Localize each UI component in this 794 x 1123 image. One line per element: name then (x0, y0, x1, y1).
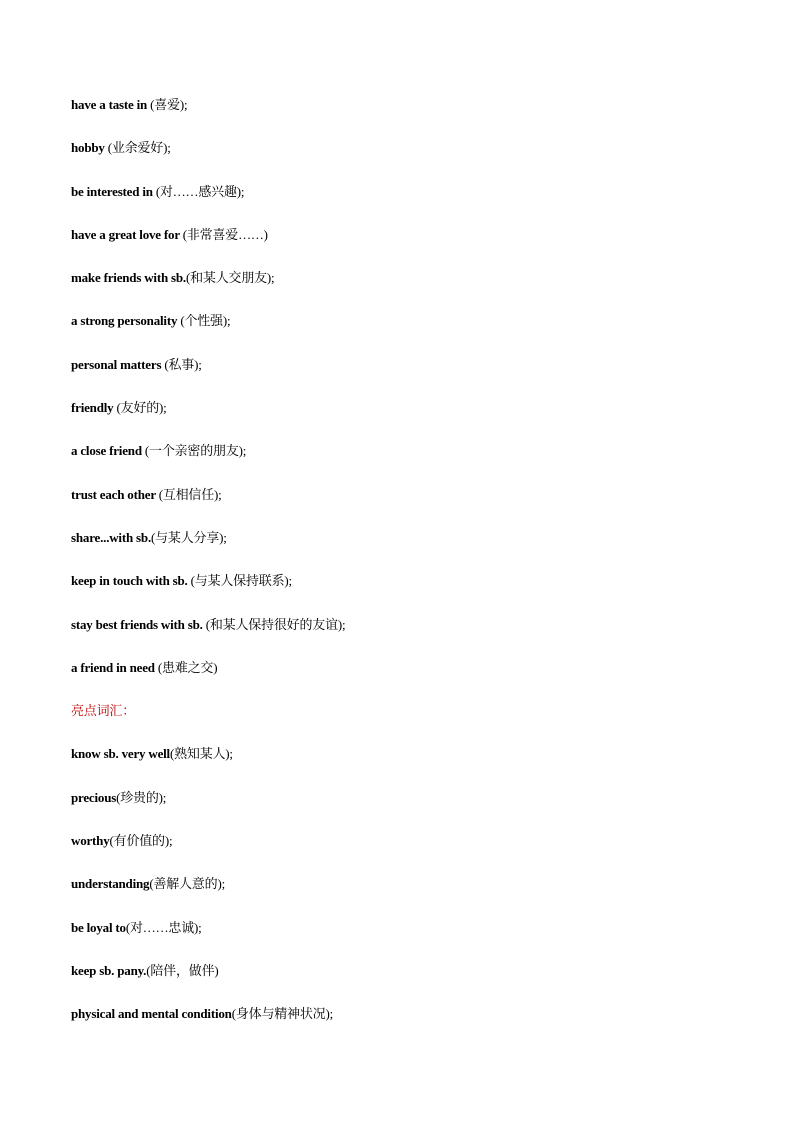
vocab-line (71, 1003, 345, 1046)
english-phrase: make friends with sb. (71, 270, 186, 286)
english-phrase: personal matters (71, 356, 165, 372)
vocab-line (71, 527, 345, 570)
english-phrase: keep sb. pany. (71, 962, 147, 978)
section-heading: 亮点词汇： (71, 703, 136, 719)
english-phrase: share...with sb. (71, 529, 151, 545)
english-phrase: a strong personality (71, 313, 181, 329)
vocab-line (71, 137, 345, 180)
vocab-line (71, 787, 345, 830)
vocab-line (71, 267, 345, 310)
chinese-gloss: (和某人保持很好的友谊); (205, 616, 346, 632)
vocab-line (71, 917, 345, 960)
vocab-line (71, 181, 345, 224)
english-phrase: have a great love for (71, 226, 183, 242)
chinese-gloss: (对……感兴趣); (155, 183, 245, 199)
english-phrase: have a taste in (71, 97, 151, 112)
english-phrase: stay best friends with sb. (71, 616, 206, 632)
vocab-line (71, 873, 345, 916)
english-phrase: be interested in (71, 183, 156, 199)
chinese-gloss: (私事); (164, 356, 202, 372)
chinese-gloss: (友好的); (116, 400, 167, 416)
english-phrase: be loyal to (71, 919, 126, 935)
chinese-gloss: (互相信任); (158, 486, 222, 502)
chinese-gloss: (个性强); (180, 313, 231, 329)
english-phrase: a close friend (71, 443, 145, 459)
chinese-gloss: (患难之交) (157, 659, 218, 675)
vocab-line (71, 960, 345, 1003)
vocab-line (71, 614, 345, 657)
english-phrase: keep in touch with sb. (71, 573, 191, 589)
english-phrase: know sb. very well (71, 746, 170, 762)
vocab-line (71, 830, 345, 873)
chinese-gloss: (对……忠诚); (125, 919, 202, 935)
chinese-gloss: (有价值的); (109, 833, 173, 849)
vocab-line (71, 484, 345, 527)
english-phrase: hobby (71, 140, 108, 156)
chinese-gloss: (业余爱好); (107, 140, 171, 156)
chinese-gloss: (和某人交朋友); (185, 270, 275, 286)
english-phrase: friendly (71, 400, 117, 416)
english-phrase: a friend in need (71, 659, 158, 675)
english-phrase: worthy (71, 833, 110, 849)
vocab-line (71, 657, 345, 700)
vocab-line (71, 397, 345, 440)
chinese-gloss: (非常喜爱……) (182, 226, 268, 242)
chinese-gloss: (身体与精神状况); (231, 1006, 333, 1022)
english-phrase: physical and mental condition (71, 1006, 232, 1022)
chinese-gloss: (一个亲密的朋友); (144, 443, 247, 459)
vocab-line (71, 440, 345, 483)
chinese-gloss: (与某人分享); (151, 529, 227, 545)
vocab-line (71, 94, 345, 137)
chinese-gloss: (陪伴，做伴) (146, 962, 219, 978)
english-phrase: trust each other (71, 486, 159, 502)
english-phrase: precious (71, 789, 117, 805)
vocab-line (71, 310, 345, 353)
vocab-line (71, 354, 345, 397)
vocab-line (71, 224, 345, 267)
vocabulary-list (71, 94, 345, 1047)
chinese-gloss: (善解人意的); (149, 876, 225, 892)
chinese-gloss: (喜爱); (150, 97, 188, 112)
english-phrase: understanding (71, 876, 150, 892)
vocab-line (71, 743, 345, 786)
chinese-gloss: (熟知某人); (169, 746, 233, 762)
chinese-gloss: (珍贵的); (116, 789, 167, 805)
vocab-line (71, 570, 345, 613)
chinese-gloss: (与某人保持联系); (190, 573, 292, 589)
